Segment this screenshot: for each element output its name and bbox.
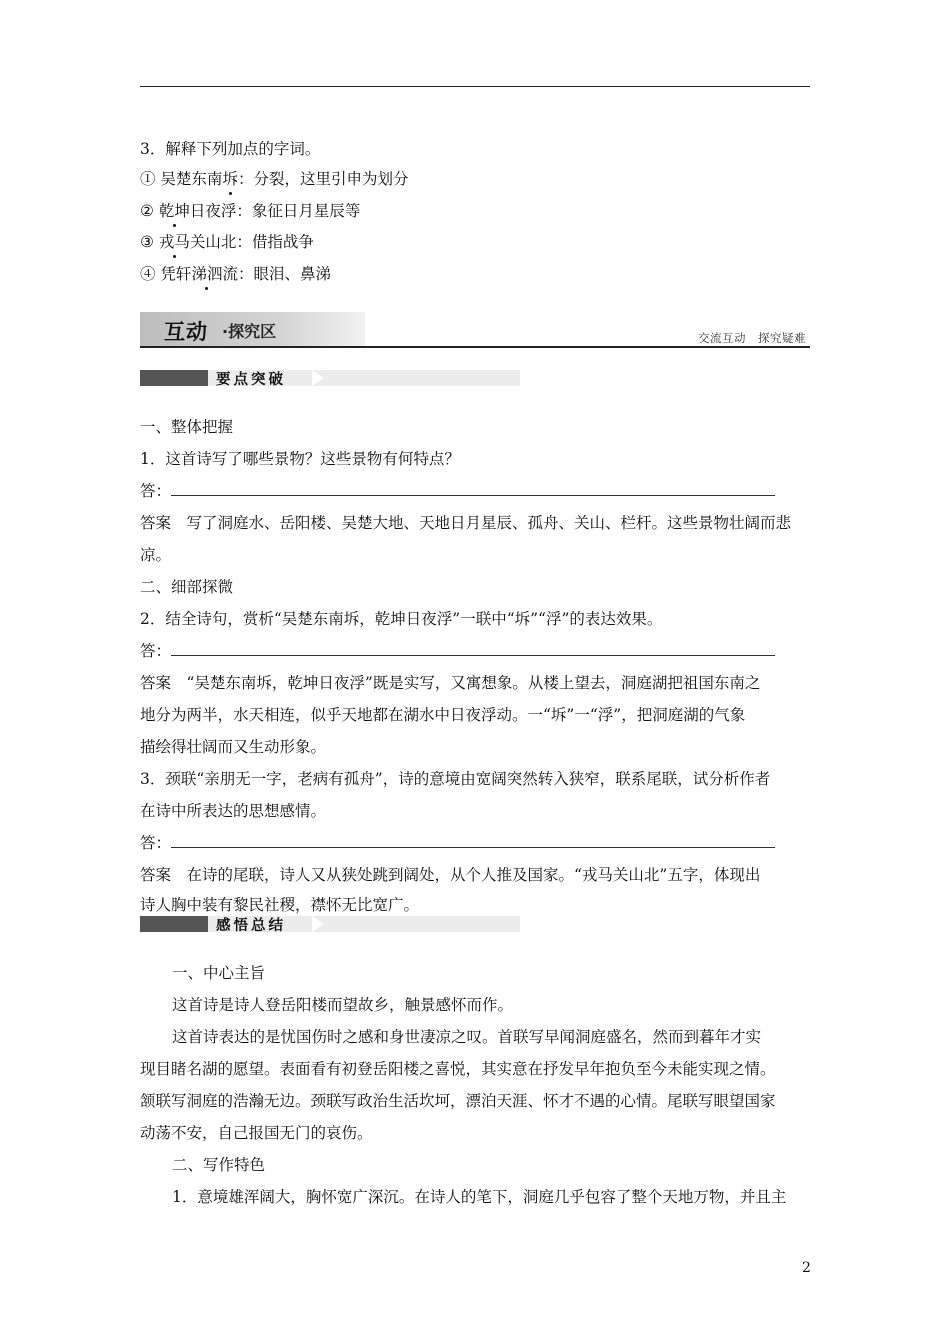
- q3-item-4: ④ 凭轩涕泗流：眼泪、鼻涕: [140, 265, 331, 283]
- dotted-word: 乾坤: [158, 202, 190, 220]
- section-title: 互动: [164, 320, 208, 344]
- section-subtitle: ·探究区: [222, 322, 277, 341]
- question: 1．这首诗写了哪些景物？这些景物有何特点？: [140, 450, 460, 468]
- arrow-icon: [312, 916, 324, 932]
- subsection-title: 要点突破: [216, 372, 286, 388]
- q3-item-3: ③ 戎马关山北：借指战争: [140, 233, 314, 251]
- question: 3．颈联“亲朋无一字，老病有孤舟”，诗的意境由宽阔突然转入狭窄，联系尾联，试分析作者: [140, 770, 771, 788]
- answer-blank: 答：: [140, 480, 775, 502]
- header-rule: [140, 86, 810, 87]
- answer-line: [171, 481, 775, 496]
- part-heading: 二、细部探微: [140, 578, 234, 596]
- answer-text: 答案 “吴楚东南坼，乾坤日夜浮”既是实写，又寓想象。从楼上望去，洞庭湖把祖国东南之: [140, 674, 761, 692]
- paragraph: 1．意境雄浑阔大，胸怀宽广深沉。在诗人的笔下，洞庭几乎包容了整个天地万物，并且主: [172, 1188, 787, 1206]
- part-heading: 二、写作特色: [172, 1156, 266, 1174]
- part-heading: 一、中心主旨: [172, 964, 266, 982]
- dotted-word: 戎马: [158, 233, 190, 251]
- subsection-title: 感悟总结: [216, 918, 286, 934]
- subsection-bar-summary: [140, 916, 520, 932]
- answer-text: 凉。: [140, 546, 172, 564]
- q3-item-2: ② 乾坤日夜浮：象征日月星辰等: [140, 202, 361, 220]
- dotted-word: 坼: [222, 170, 238, 188]
- section-header: [140, 312, 810, 348]
- answer-blank: 答：: [140, 640, 775, 662]
- arrow-icon: [312, 370, 324, 386]
- answer-text: 地分为两半，水天相连，似乎天地都在湖水中日夜浮动。一“坼”一“浮”，把洞庭湖的气象: [140, 706, 746, 724]
- page-number: 2: [802, 1260, 811, 1276]
- question: 2．结全诗句，赏析“吴楚东南坼，乾坤日夜浮”一联中“坼”“浮”的表达效果。: [140, 610, 663, 628]
- answer-text: 描绘得壮阔而又生动形象。: [140, 738, 327, 756]
- subsection-bar-key-points: [140, 370, 520, 386]
- answer-line: [171, 641, 775, 656]
- dotted-word: 涕泗: [191, 265, 223, 283]
- answer-blank: 答：: [140, 832, 775, 854]
- answer-text: 答案 在诗的尾联，诗人又从狭处跳到阔处，从个人推及国家。“戎马关山北”五字，体现出: [140, 866, 761, 884]
- q3-heading: 3．解释下列加点的字词。: [140, 140, 321, 158]
- answer-text: 诗人胸中装有黎民社稷，襟怀无比宽广。: [140, 896, 420, 914]
- paragraph: 这首诗表达的是忧国伤时之感和身世凄凉之叹。首联写早闻洞庭盛名，然而到暮年才实: [172, 1028, 762, 1046]
- section-header-rule: [140, 346, 810, 348]
- paragraph: 现目睹名湖的愿望。表面看有初登岳阳楼之喜悦，其实意在抒发早年抱负至今未能实现之情。: [140, 1060, 776, 1078]
- answer-text: 答案 写了洞庭水、岳阳楼、吴楚大地、天地日月星辰、孤舟、关山、栏杆。这些景物壮阔而悲: [140, 514, 792, 532]
- paragraph: 颔联写洞庭的浩瀚无边。颈联写政治生活坎坷，漂泊天涯、怀才不遇的心情。尾联写眼望国家: [140, 1092, 776, 1110]
- paragraph: 这首诗是诗人登岳阳楼而望故乡，触景感怀而作。: [172, 996, 514, 1014]
- part-heading: 一、整体把握: [140, 418, 234, 436]
- section-right-label: 交流互动 探究疑难: [698, 331, 806, 345]
- answer-line: [171, 833, 775, 848]
- question: 在诗中所表达的思想感情。: [140, 802, 327, 820]
- paragraph: 动荡不安，自己报国无门的哀伤。: [140, 1124, 373, 1142]
- q3-item-1: ① 吴楚东南坼：分裂，这里引申为划分: [140, 170, 409, 188]
